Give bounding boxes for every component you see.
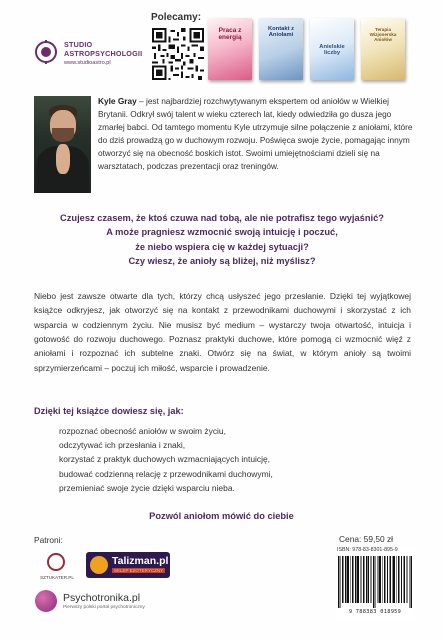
sztukater-logo-icon bbox=[47, 553, 65, 571]
recommend-label: Polecamy: bbox=[151, 12, 202, 23]
isbn: ISBN: 978-83-8301-895-9 bbox=[337, 547, 398, 553]
book-title: Kontakt z Aniołami bbox=[267, 26, 295, 39]
patron-talizman[interactable] bbox=[86, 552, 170, 578]
patrons-label: Patroni: bbox=[34, 535, 63, 545]
price: Cena: 59,50 zł bbox=[339, 534, 394, 544]
barcode bbox=[336, 547, 414, 620]
question-line: Czy wiesz, że anioły są bliżej, niż myślisz? bbox=[128, 255, 316, 266]
learn-list bbox=[34, 424, 414, 495]
book-title: Anielskie liczby bbox=[319, 44, 345, 57]
logo-url: www.studioastro.pl bbox=[64, 60, 111, 66]
qr-code-icon bbox=[152, 28, 204, 80]
question-line: A może pragniesz wzmocnić swoją intuicję i poczuć, bbox=[106, 227, 338, 238]
questions-block bbox=[34, 211, 410, 268]
patron-sztukater[interactable] bbox=[35, 553, 79, 585]
author-name: Kyle Gray bbox=[98, 96, 137, 106]
question-line: że niebo wspiera cię w każdej sytuacji? bbox=[135, 241, 309, 252]
patron-name: SZTUKATER.PL bbox=[40, 575, 74, 580]
list-item: przemieniać swoje życie dzięki wsparciu nieba. bbox=[34, 481, 414, 495]
list-item: korzystać z praktyk duchowych wzmacniających intuicję, bbox=[34, 452, 414, 466]
patron-name: Psychotronika.pl bbox=[63, 592, 141, 604]
logo-text-line2: ASTROPSYCHOLOGII bbox=[64, 49, 143, 58]
recommended-book-2[interactable] bbox=[259, 18, 303, 80]
recommended-book-4[interactable] bbox=[361, 18, 405, 80]
list-item: budować codzienną relację z przewodnikami duchowymi, bbox=[34, 467, 414, 481]
recommended-book-3[interactable] bbox=[310, 18, 354, 80]
recommended-book-1[interactable] bbox=[208, 18, 252, 80]
book-description: Niebo jest zawsze otwarte dla tych, którzy chcą usłyszeć jego przesłanie. Dzięki tej wyjątkowej książce odkryjesz, jak otworzyć się na kontakt z przewodnikami duchowymi i skorzystać z ich wsparcia w codziennym życiu. Nie musisz być medium – wystarczy twoja otwartość, intuicja i gotowość do rozwoju duchowego. Poznasz praktyki duchowe, które pomogą ci wzmocnić więź z aniołami i rozpoznać ich subtelne znaki. Otwórz się na świat, w którym anioły są twoimi sprzymierzeńcami – poczuj ich miłość, wsparcie i prowadzenie. bbox=[34, 291, 411, 373]
patron-tagline: SKLEP EZOTERYCZNY bbox=[114, 568, 164, 573]
list-item: rozpoznać obecność aniołów w swoim życiu, bbox=[34, 424, 414, 438]
astrology-symbol-icon bbox=[34, 40, 58, 64]
barcode-bars-icon bbox=[338, 556, 412, 608]
author-bio bbox=[98, 95, 414, 173]
book-title: Terapia Wizjonerska Aniołów bbox=[369, 27, 397, 42]
yin-yang-icon bbox=[35, 590, 57, 612]
author-bio-text: – jest najbardziej rozchwytywanym ekspertem od aniołów w Wielkiej Brytanii. Odkrył swój talent w wieku czterech lat, kiedy odwiedziła go dusza jego zmarłej babci. Od tamtego momentu Kyle utrzymuje silne połączenie z aniołami, które do dziś prowadzą go w duchowym rozwoju. Poświęca swoje życie, pomagając innym otworzyć się na obecność boskich istot. Swoimi umiejętnościami dzieli się na warsztatach, podczas prezentacji oraz treningów. bbox=[98, 96, 413, 171]
patron-psychotronika[interactable] bbox=[35, 590, 185, 616]
patron-tagline: Pierwszy polski portal psychotroniczny bbox=[63, 605, 145, 610]
list-item: odczytywać ich przesłania i znaki, bbox=[34, 438, 414, 452]
logo-text-line1: STUDIO bbox=[64, 40, 93, 49]
author-photo bbox=[34, 96, 91, 193]
learn-title: Dzięki tej książce dowiesz się, jak: bbox=[34, 406, 184, 416]
barcode-number: 9 788383 018959 bbox=[348, 609, 402, 615]
slogan: Pozwól aniołom mówić do ciebie bbox=[149, 511, 294, 521]
studio-logo bbox=[34, 38, 154, 68]
talizman-logo-icon bbox=[90, 556, 108, 574]
patron-name: Talizman.pl bbox=[112, 555, 169, 567]
book-title: Praca z energią bbox=[218, 27, 242, 41]
question-line: Czujesz czasem, że ktoś czuwa nad tobą, ale nie potrafisz tego wyjaśnić? bbox=[60, 213, 384, 223]
